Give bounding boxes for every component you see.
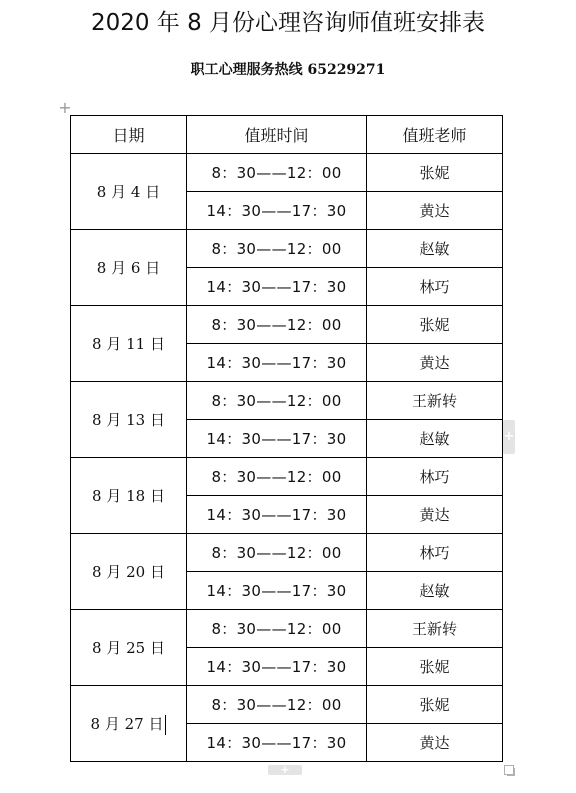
duty-time-cell[interactable]: 8：30——12：00: [187, 458, 367, 496]
duty-teacher-cell[interactable]: 林巧: [367, 458, 503, 496]
hotline-subtitle: 职工心理服务热线 65229271: [190, 62, 386, 78]
duty-teacher-cell[interactable]: 张妮: [367, 306, 503, 344]
duty-time-cell[interactable]: 8：30——12：00: [187, 382, 367, 420]
table-row: [71, 154, 503, 192]
header-date[interactable]: 日期: [71, 116, 187, 154]
date-text: 8 月 27 日: [90, 714, 164, 733]
duty-teacher-cell[interactable]: 黄达: [367, 724, 503, 762]
header-duty-teacher[interactable]: 值班老师: [367, 116, 503, 154]
duty-time-cell[interactable]: 14：30——17：30: [187, 572, 367, 610]
duty-time-cell[interactable]: 8：30——12：00: [187, 534, 367, 572]
duty-time-cell[interactable]: 14：30——17：30: [187, 268, 367, 306]
date-text: 8 月 18 日: [92, 487, 165, 505]
date-text: 8 月 25 日: [92, 639, 165, 657]
duty-time-cell[interactable]: 14：30——17：30: [187, 192, 367, 230]
duty-time-cell[interactable]: 8：30——12：00: [187, 686, 367, 724]
duty-teacher-cell[interactable]: 张妮: [367, 686, 503, 724]
duty-time-cell[interactable]: 8：30——12：00: [187, 610, 367, 648]
date-cell[interactable]: [71, 458, 187, 534]
duty-time-cell[interactable]: 14：30——17：30: [187, 496, 367, 534]
duty-time-cell[interactable]: 8：30——12：00: [187, 306, 367, 344]
duty-time-cell[interactable]: 8：30——12：00: [187, 230, 367, 268]
date-cell[interactable]: [71, 230, 187, 306]
duty-teacher-cell[interactable]: 赵敏: [367, 420, 503, 458]
duty-teacher-cell[interactable]: 林巧: [367, 534, 503, 572]
add-row-icon[interactable]: +: [268, 765, 302, 775]
duty-teacher-cell[interactable]: 赵敏: [367, 572, 503, 610]
date-text: 8 月 11 日: [92, 335, 165, 353]
date-cell[interactable]: [71, 154, 187, 230]
duty-teacher-cell[interactable]: 黄达: [367, 344, 503, 382]
table-row: [71, 458, 503, 496]
duty-schedule-table: [70, 115, 503, 762]
table-row: [71, 382, 503, 420]
date-text: 8 月 13 日: [92, 411, 165, 429]
header-duty-time[interactable]: 值班时间: [187, 116, 367, 154]
date-text: 8 月 4 日: [96, 183, 161, 201]
duty-teacher-cell[interactable]: 王新转: [367, 610, 503, 648]
duty-teacher-cell[interactable]: 张妮: [367, 154, 503, 192]
date-text: 8 月 20 日: [92, 563, 165, 581]
page-title: 2020 年 8 月份心理咨询师值班安排表: [90, 10, 486, 36]
duty-teacher-cell[interactable]: 赵敏: [367, 230, 503, 268]
duty-teacher-cell[interactable]: 张妮: [367, 648, 503, 686]
table-row: [71, 534, 503, 572]
duty-teacher-cell[interactable]: 林巧: [367, 268, 503, 306]
table-row: [71, 306, 503, 344]
table-header-row: [71, 116, 503, 154]
date-cell[interactable]: [71, 306, 187, 382]
text-cursor: [165, 715, 166, 735]
table-row: [71, 610, 503, 648]
duty-teacher-cell[interactable]: 黄达: [367, 192, 503, 230]
table-resize-icon[interactable]: [504, 765, 514, 775]
duty-time-cell[interactable]: 14：30——17：30: [187, 420, 367, 458]
duty-time-cell[interactable]: 14：30——17：30: [187, 648, 367, 686]
date-cell[interactable]: [71, 610, 187, 686]
schedule-body: [71, 154, 503, 762]
duty-time-cell[interactable]: 8：30——12：00: [187, 154, 367, 192]
table-move-handle-icon[interactable]: +: [58, 98, 72, 117]
add-column-icon[interactable]: +: [503, 420, 515, 454]
date-text: 8 月 6 日: [96, 259, 161, 277]
duty-time-cell[interactable]: 14：30——17：30: [187, 724, 367, 762]
duty-time-cell[interactable]: 14：30——17：30: [187, 344, 367, 382]
duty-teacher-cell[interactable]: 黄达: [367, 496, 503, 534]
table-row: [71, 230, 503, 268]
table-row: [71, 686, 503, 724]
date-cell[interactable]: [71, 686, 187, 762]
date-cell[interactable]: [71, 382, 187, 458]
duty-teacher-cell[interactable]: 王新转: [367, 382, 503, 420]
date-cell[interactable]: [71, 534, 187, 610]
